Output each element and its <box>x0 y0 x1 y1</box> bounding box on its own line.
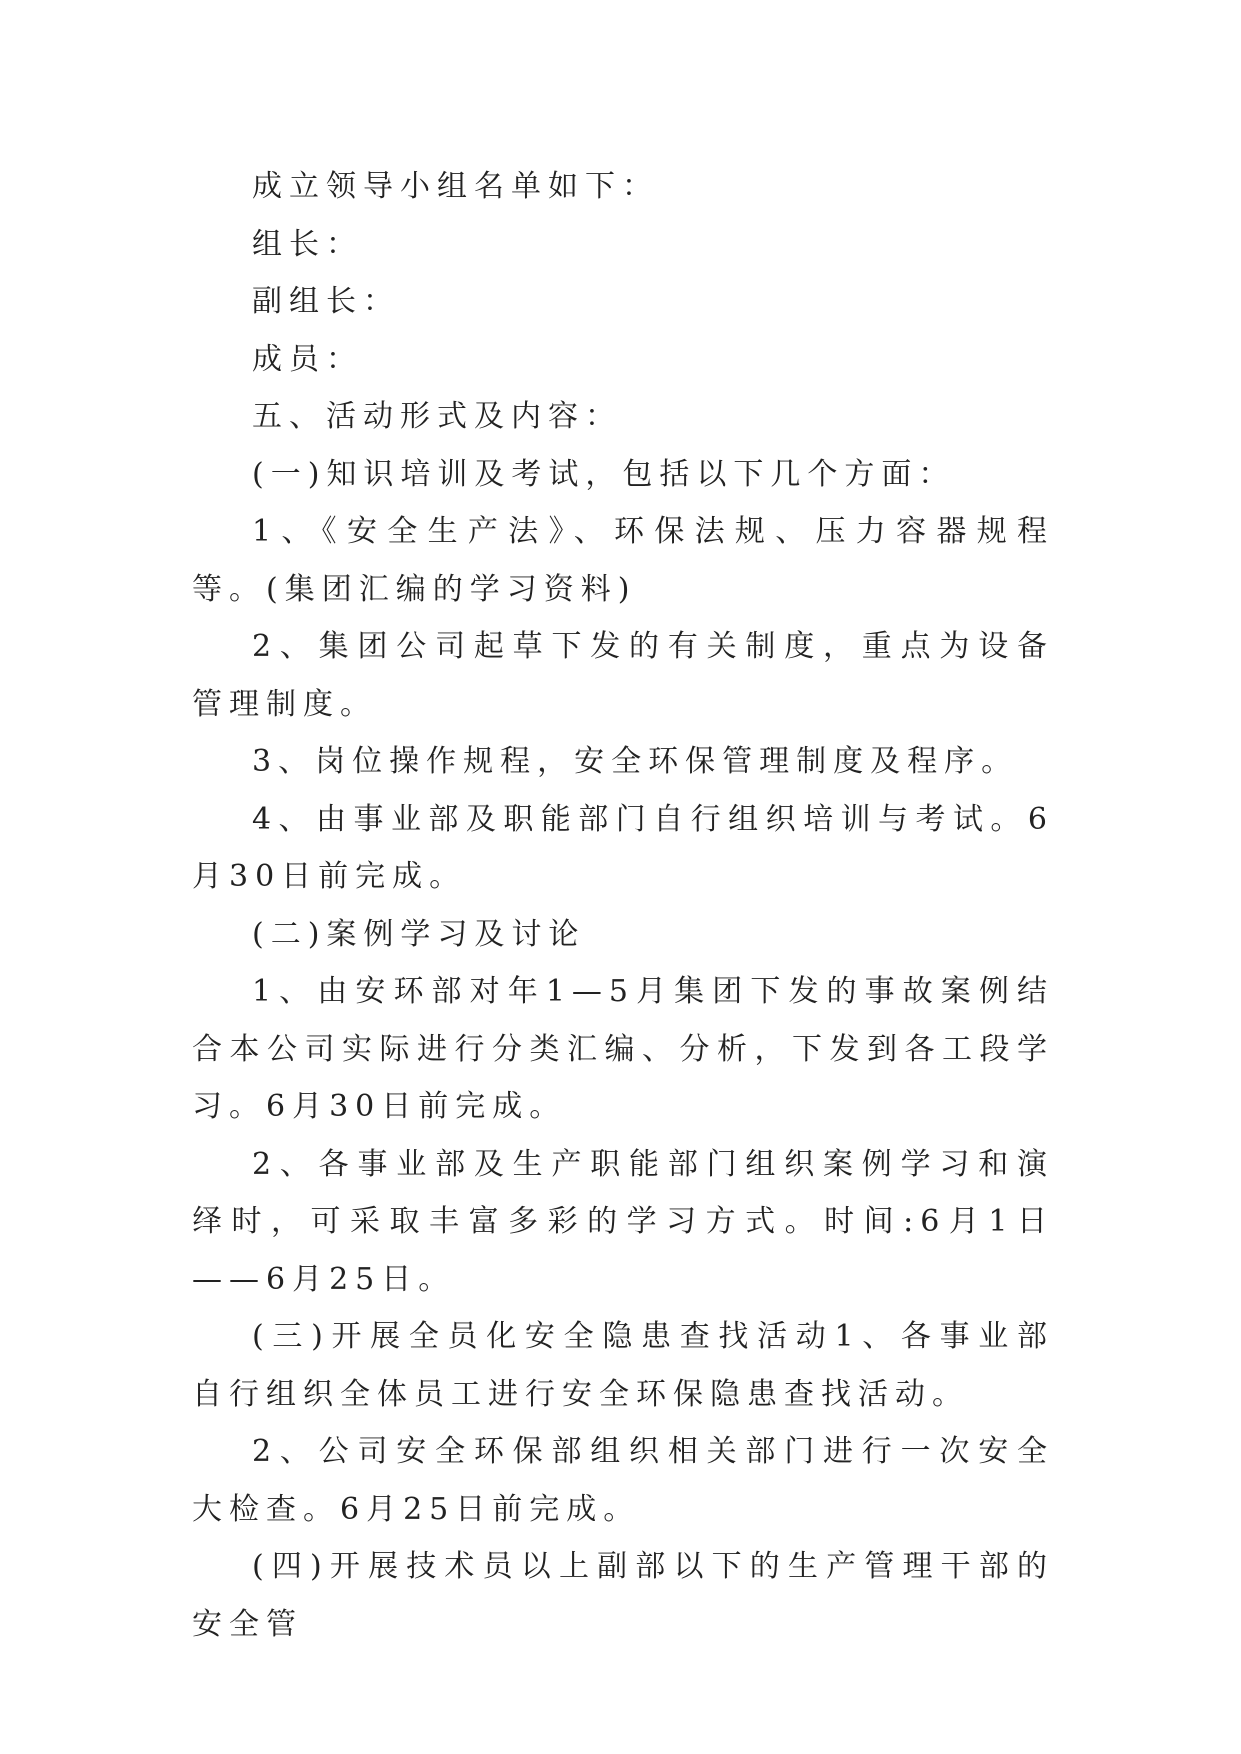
list-item-case-study-1: 1、由安环部对年1—5月集团下发的事故案例结合本公司实际进行分类汇编、分析，下发到各工段学习。6月30日前完成。 <box>192 974 1054 1124</box>
list-item-training-2: 2、集团公司起草下发的有关制度，重点为设备管理制度。 <box>192 629 1054 722</box>
list-item-training-1: 1、《安全生产法》、环保法规、压力容器规程等。(集团汇编的学习资料) <box>192 514 1054 607</box>
list-item-training-4: 4、由事业部及职能部门自行组织培训与考试。6月30日前完成。 <box>192 801 1054 894</box>
list-item-hazard-search-2: 2、公司安全环保部组织相关部门进行一次安全大检查。6月25日前完成。 <box>192 1434 1054 1527</box>
paragraph-group-leader: 组长： <box>252 226 363 262</box>
list-item-training-3: 3、岗位操作规程，安全环保管理制度及程序。 <box>252 744 1019 779</box>
subsection-heading-training: (一)知识培训及考试，包括以下几个方面： <box>252 456 956 492</box>
list-item-case-study-2: 2、各事业部及生产职能部门组织案例学习和演绎时，可采取丰富多彩的学习方式。时间:6月1日——6月25日。 <box>192 1146 1054 1297</box>
section-heading-activity-form: 五、活动形式及内容： <box>252 399 622 434</box>
document-body <box>192 158 1054 1653</box>
subsection-heading-management-cadres: (四)开展技术员以上副部以下的生产管理干部的安全管 <box>192 1549 1054 1642</box>
paragraph-members: 成员： <box>252 341 363 377</box>
subsection-heading-hazard-search: (三)开展全员化安全隐患查找活动1、各事业部自行组织全体员工进行安全环保隐患查找活动。 <box>192 1319 1054 1412</box>
paragraph-deputy-leader: 副组长： <box>252 284 400 319</box>
subsection-heading-case-study: (二)案例学习及讨论 <box>252 916 586 952</box>
paragraph-leader-group-list: 成立领导小组名单如下： <box>252 169 659 204</box>
